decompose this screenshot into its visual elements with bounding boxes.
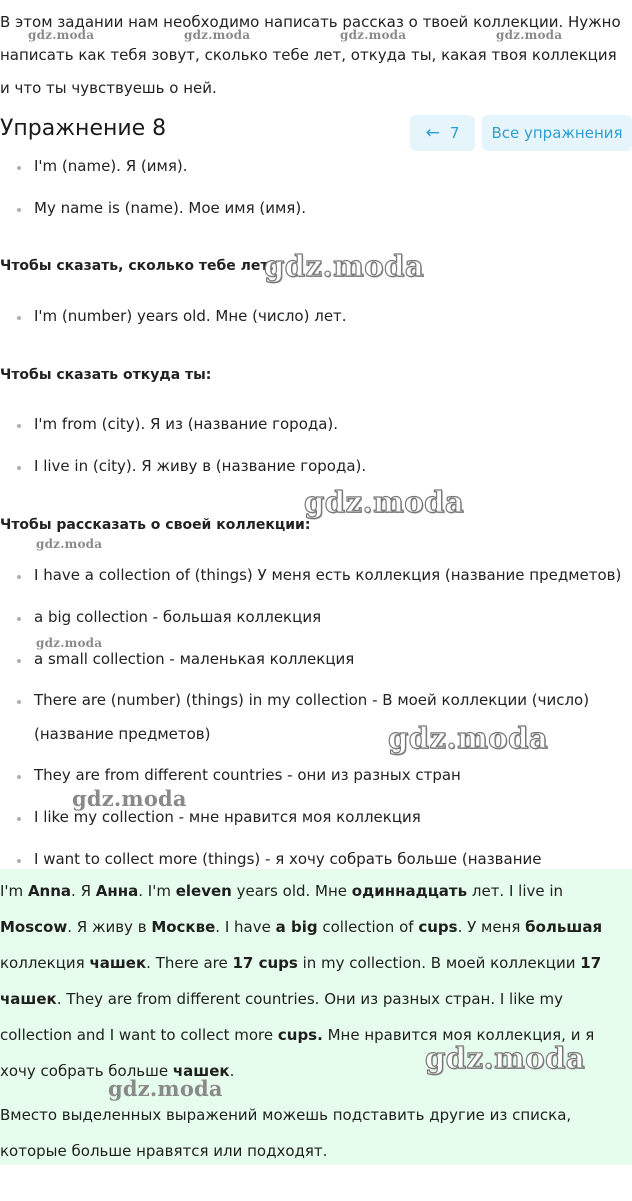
list-item: They are from different countries - они из разных стран — [34, 759, 461, 792]
watermark: gdz.moda — [72, 786, 187, 811]
list-item: There are (number) (things) in my collection - В моей коллекции (число) — [34, 684, 589, 717]
exercise-title: Упражнение 8 — [0, 116, 167, 141]
watermark: gdz.moda — [496, 28, 563, 42]
watermark: gdz.moda — [184, 28, 251, 42]
list-item: I'm (name). Я (имя). — [34, 150, 187, 183]
list-item: a small collection - маленькая коллекция — [34, 643, 354, 676]
list-item: I have a collection of (things) У меня есть коллекция (название предметов) — [34, 559, 621, 592]
section-heading-collection: Чтобы рассказать о своей коллекции: — [0, 517, 311, 533]
arrow-left-icon: ← — [425, 123, 440, 143]
watermark: gdz.moda — [36, 537, 103, 551]
list-item: My name is (name). Мое имя (имя). — [34, 192, 306, 225]
answer-text: I'm Anna. Я Анна. I'm eleven years old. Мне одиннадцать лет. I live in Moscow. Я живу в Москве. I have a big collection of cups. У меня большая коллекция чашек. There are 17 cups in my collection. В моей коллекции 17 чашек. They are from different countries. Они из разных стран. I like my collection and I want to collect more cups. Мне нравится моя коллекция, и я хочу собрать больше чашек. — [0, 882, 603, 1080]
watermark: gdz.moda — [304, 485, 465, 519]
list-item: I'm (number) years old. Мне (число) лет. — [34, 300, 347, 333]
list-item: I like my collection - мне нравится моя коллекция — [34, 801, 421, 834]
list-item: I want to collect more (things) - я хочу собрать больше (название — [34, 843, 542, 876]
list-item: a big collection - большая коллекция — [34, 601, 321, 634]
all-exercises-button[interactable]: Все упражнения — [482, 115, 632, 151]
watermark: gdz.moda — [36, 636, 103, 650]
section-heading-from: Чтобы сказать откуда ты: — [0, 367, 212, 383]
section-heading-age: Чтобы сказать, сколько тебе лет: — [0, 258, 275, 274]
watermark: gdz.moda — [340, 28, 407, 42]
watermark: gdz.moda — [28, 28, 95, 42]
watermark: gdz.moda — [388, 721, 549, 755]
list-item: I'm from (city). Я из (название города). — [34, 408, 338, 441]
prev-exercise-button[interactable] — [410, 115, 475, 151]
watermark: gdz.moda — [108, 1076, 223, 1101]
watermark: gdz.moda — [425, 1041, 586, 1075]
watermark: gdz.moda — [264, 249, 425, 283]
answer-note: Вместо выделенных выражений можешь подставить другие из списка, которые больше нравятся или подходят. — [0, 1106, 572, 1160]
list-item-continuation: (название предметов) — [34, 725, 211, 743]
prev-exercise-number: 7 — [449, 124, 460, 142]
list-item: I live in (city). Я живу в (название города). — [34, 450, 366, 483]
task-intro: В этом задании нам необходимо написать рассказ о твоей коллекции. Нужно написать как тебя зовут, сколько тебе лет, откуда ты, какая твоя коллекция и что ты чувствуешь о ней. — [0, 13, 621, 97]
